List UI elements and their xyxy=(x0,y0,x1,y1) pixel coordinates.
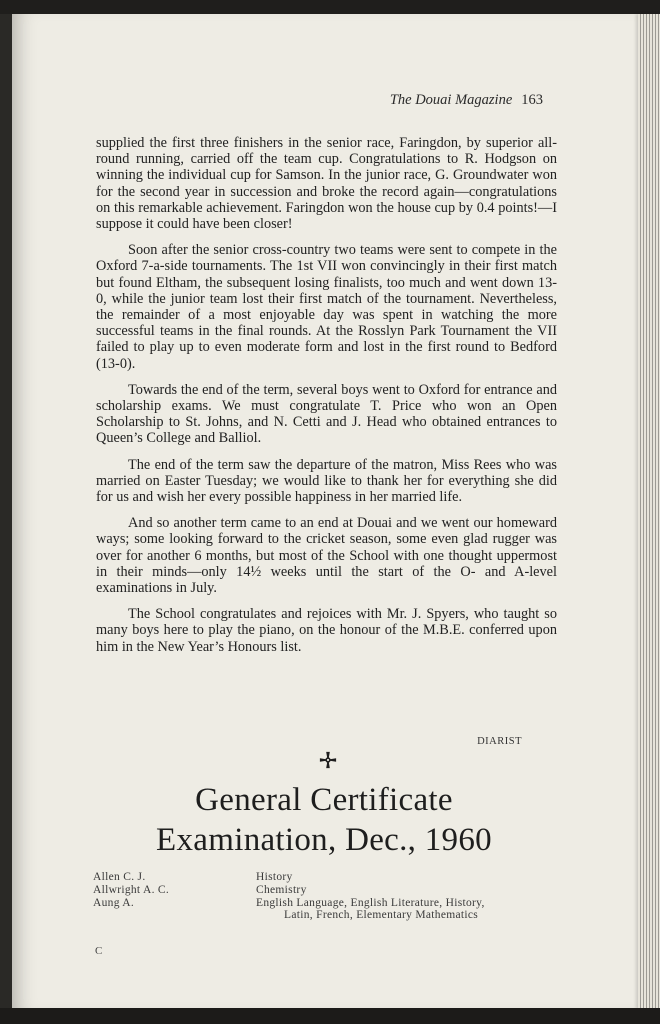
section-title-line1: General Certificate xyxy=(195,782,453,818)
cross-ornament-icon xyxy=(319,751,337,769)
results-list xyxy=(93,871,563,922)
result-row xyxy=(93,897,563,910)
page-number: 163 xyxy=(521,92,543,108)
student-name: Allen C. J. xyxy=(93,871,146,883)
running-head xyxy=(0,92,543,109)
student-subjects: English Language, English Literature, History, xyxy=(256,896,485,909)
student-name: Aung A. xyxy=(93,896,135,909)
scan-bottom-edge xyxy=(0,1008,660,1024)
article-body xyxy=(96,135,557,665)
student-subjects-continued: Latin, French, Elementary Mathematics xyxy=(284,909,479,922)
author-signature: DIARIST xyxy=(477,736,522,747)
printer-signature-mark: C xyxy=(95,945,103,957)
paragraph: The end of the term saw the departure of the matron, Miss Rees who was married on Easter Tuesday; we would like to thank her for everything she did for us and wish her every possible happiness in her married life. xyxy=(96,456,557,506)
result-row xyxy=(93,884,563,897)
student-subjects: History xyxy=(256,871,293,883)
paragraph: Towards the end of the term, several boys went to Oxford for entrance and scholarship exams. We must congratulate T. Price who won an Open Scholarship to St. Johns, and N. Cetti and J. Head who obtained entrances to Queen’s College and Balliol. xyxy=(96,381,557,447)
section-title-line2: Examination, Dec., 1960 xyxy=(156,822,492,858)
student-subjects: Chemistry xyxy=(256,883,307,896)
paragraph: Soon after the senior cross-country two teams were sent to compete in the Oxford 7-a-side tournaments. The 1st VII won convincingly in their first match but found Eltham, the subsequent losing finalists, too much and went down 13-0, while the junior team lost their first match of the tournament. Nevertheless, the remainder of a most enjoyable day was spent in watching the more successful teams in the final rounds. At the Rosslyn Park Tournament the VII failed to play up to even moderate form and lost in the first round to Bedford (13-0). xyxy=(96,242,557,372)
scan-top-edge xyxy=(0,0,660,14)
paragraph: The School congratulates and rejoices with Mr. J. Spyers, who taught so many boys here to play the piano, on the honour of the M.B.E. conferred upon him in the New Year’s Honours list. xyxy=(96,606,557,655)
magazine-title: The Douai Magazine xyxy=(389,92,513,108)
result-row xyxy=(93,871,563,884)
result-row-continuation xyxy=(93,909,563,922)
paragraph: And so another term came to an end at Douai and we went our homeward ways; some looking forward to the cricket season, some even glad rugger was over for another 6 months, but most of the School with one thought uppermost in their minds—only 14½ weeks until the start of the O- and A-level examinations in July. xyxy=(96,515,557,597)
student-name: Allwright A. C. xyxy=(93,883,170,896)
section-title xyxy=(0,780,648,860)
paragraph: supplied the first three finishers in the senior race, Faringdon, by superior all-round running, carried off the team cup. Congratulations to R. Hodgson on winning the individual cup for Samson. In the junior race, G. Groundwater won for the second year in succession and broke the record again—congratulations on this remarkable achievement. Faringdon won the house cup by 0.4 points!—I suppose it could have been closer! xyxy=(96,135,557,233)
